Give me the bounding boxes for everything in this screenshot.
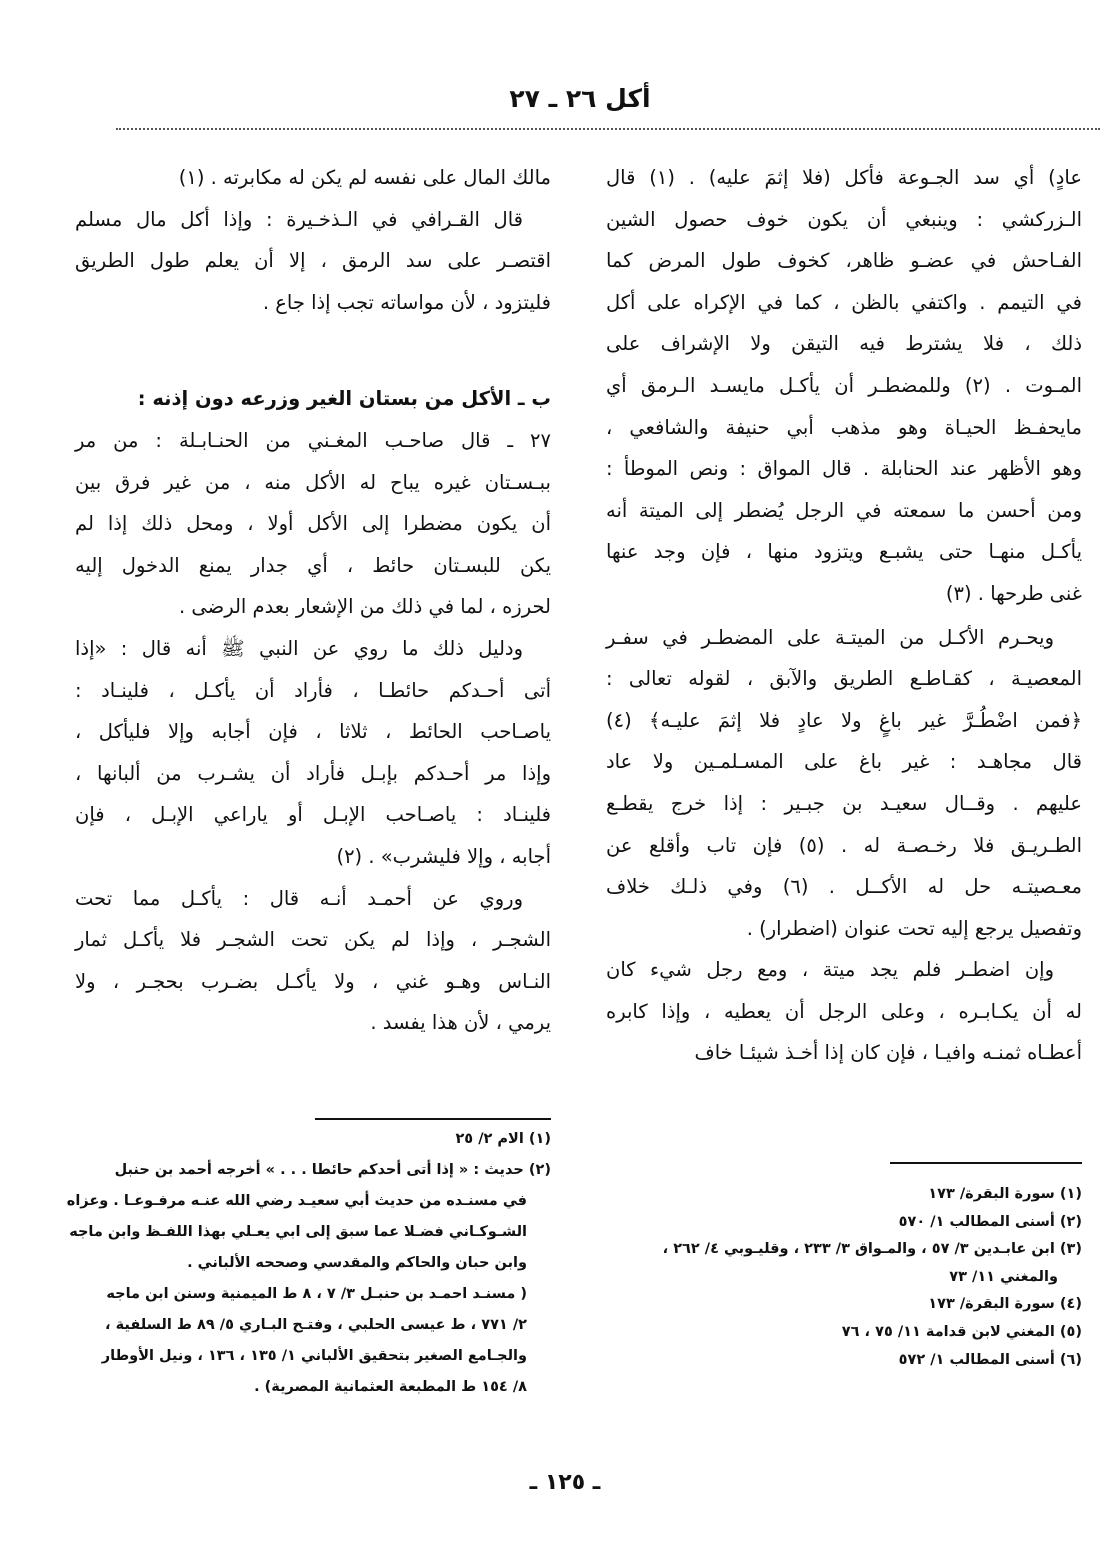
text-line: فليتزود ، لأن مواساته تجب إذا جاع . [262, 290, 551, 314]
text-line: قال القـرافي في الـذخـيرة : وإذا أكل مال مسلم [75, 207, 523, 231]
section-heading: ب ـ الأكل من بستان الغير وزرعه دون إذنه : [137, 387, 551, 411]
footnote-line: (٣) ابن عابـدين ٣/ ٥٧ ، والمـواق ٣/ ٢٣٣ ، وقليـوبي ٤/ ٢٦٢ ، [662, 1241, 1082, 1258]
text-line: مالك المال على نفسه لم يكن له مكابرته . (١) [178, 166, 551, 189]
text-line: الفـاحش في عضـو ظاهر، كخوف طول المرض كما [606, 249, 1082, 273]
footnote-line: (٤) سورة البقرة/ ١٧٣ [928, 1296, 1082, 1313]
text-line: ٢٧ ـ قال صاحـب المغـني من الحنـابـلة : من مر [75, 428, 551, 452]
text-line: النـاس وهـو غني ، ولا يأكـل بضـرب بحجـر ، ولا [75, 969, 551, 993]
footnote-line: ( مسنـد احمـد بن حنبـل ٣/ ٧ ، ٨ ط الميمنية وسنن ابن ماجه [106, 1286, 527, 1302]
page-number: ـ ١٢٥ ـ [529, 1470, 601, 1495]
running-header: أكل ٢٦ ـ ٢٧ [509, 84, 651, 113]
text-line: في التيمم . واكتفي بالظن ، كما في الإكراه على أكل [606, 290, 1082, 314]
text-line: يأكـل منهـا حتى يشبـع ويتزود منها ، فإن وجد عنها [606, 540, 1082, 564]
text-line: غنى طرحها . (٣) [945, 581, 1082, 605]
text-line: عادٍ) أي سد الجـوعة فأكل (فلا إثمَ عليه) . (١) قال [606, 166, 1082, 189]
text-line: لحرزه ، لما في ذلك من الإشعار بعدم الرضى . [179, 595, 551, 619]
text-line: أن يكون مضطرا إلى الأكل أولا ، ومحل ذلك إذا لم [75, 512, 551, 536]
text-line: ببـسـتان غيره يباح له الأكل منه ، من غير فرق بين [75, 470, 551, 494]
text-line: المـوت . (٢) وللمضطـر أن يأكـل مايسـد الـرمق أي [606, 373, 1082, 397]
text-line: أتى أحـدكم حائطـا ، فأراد أن يأكـل ، فلينـاد : [75, 678, 551, 702]
footnote-line: (٢) أسنى المطالب ١/ ٥٧٠ [898, 1213, 1082, 1230]
footnote-line: ٨/ ١٥٤ ط المطبعة العثمانية المصرية) . [254, 1379, 527, 1395]
text-line: أعطـاه ثمنـه وافيـا ، فإن كان إذا أخـذ شيئـا خاف [694, 1041, 1082, 1065]
paragraph-gap [75, 323, 551, 378]
text-line: الطـريـق فلا رخـصـة له . (٥) فإن تاب وأقلع عن [606, 833, 1082, 857]
text-line: المعصيـة ، كقـاطـع الطريق والآبق ، لقوله تعالى : [606, 667, 1082, 691]
text-line: قال مجاهـد : غير باغ على المسـلمـين ولا عاد [606, 750, 1082, 774]
text-line: ياصـاحب الحائط ، ثلاثا ، فإن أجابه وإلا فليأكل ، [75, 720, 551, 744]
footnote-line: (٥) المغني لابن قدامة ١١/ ٧٥ ، ٧٦ [841, 1323, 1082, 1340]
text-line: وهو الأظهر عند الحنابلة . قال المواق : ونص الموطأ : [606, 457, 1082, 481]
text-line: اقتصـر على سد الرمق ، إلا أن يعلم طول الطريق [75, 249, 551, 273]
right-column [606, 157, 1082, 1074]
text-line: وتفصيل يرجع إليه تحت عنوان (اضطرار) . [746, 916, 1082, 940]
text-line: الـزركشي : وينبغي أن يكون خوف حصول الشين [606, 207, 1082, 231]
left-footnotes [66, 1124, 551, 1403]
text-line: وإن اضطـر فلم يجد ميتة ، ومع رجل شيء كان [606, 958, 1054, 982]
header-dotted-rule [116, 128, 1100, 130]
footnote-line: (١) سورة البقرة/ ١٧٣ [928, 1186, 1082, 1202]
text-line: ﴿فمن اضْطُـرَّ غير باغٍ ولا عادٍ فلا إثمَ عليـه﴾ (٤) [606, 708, 1082, 732]
footnote-line: (٢) حديث : « إذا أتى أحدكم حائطا . . . » أخرجه أحمد بن حنبل [114, 1162, 551, 1178]
text-line: الشجـر ، وإذا لم يكن تحت الشجـر فلا يأكـل ثمار [75, 928, 551, 952]
text-line: يرمي ، لأن هذا يفسد . [370, 1011, 551, 1035]
right-footnotes [600, 1181, 1082, 1374]
text-line: معـصيتـه حل له الأكــل . (٦) وفي ذلـك خلاف [606, 875, 1082, 899]
footnote-line: وابن حبان والحاكم والمقدسي وصححه الألباني . [187, 1255, 527, 1271]
footnote-separator-left [315, 1118, 551, 1120]
text-line: ويحـرم الأكـل من الميتـة على المضطـر في سفـر [606, 625, 1054, 649]
footnote-line: ٢/ ٧٧١ ، ط عيسى الحلبي ، وفتـح البـاري ٥/ ٨٩ ط السلفية ، [105, 1317, 527, 1333]
text-line: مايحفـظ الحيـاة وهو مذهب أبي حنيفة والشافعي ، [606, 415, 1082, 439]
text-line: فلينـاد : ياصـاحب الإبـل أو ياراعي الإبـل ، فإن [75, 803, 551, 827]
text-line: ومن أحسن ما سمعته في الرجل يُضطر إلى الميتة أنه [606, 498, 1082, 522]
footnote-line: والمغني ١١/ ٧٣ [949, 1268, 1058, 1285]
left-column [75, 157, 551, 1044]
text-line: ذلك ، فلا يشترط فيه التيقن ولا الإشراف على [606, 332, 1082, 356]
text-line: وروي عن أحمـد أنـه قال : يأكـل مما تحت [75, 886, 523, 910]
text-line: وإذا مر أحـدكم بإبـل فأراد أن يشـرب من ألبانها ، [75, 761, 551, 785]
text-line: عليهم . وقــال سعيـد بن جبـير : إذا خرج يقطـع [606, 791, 1082, 815]
footnote-separator-right [890, 1162, 1082, 1164]
footnote-line: والجـامع الصغير بتحقيق الألباني ١/ ١٣٥ ، ١٣٦ ، ونيل الأوطار [101, 1348, 527, 1364]
text-line: يكن للبسـتان حائط ، أي جدار يمنع الدخول إليه [75, 553, 551, 577]
text-line: أجابه ، وإلا فليشرب» . (٢) [336, 844, 551, 868]
footnote-line: في مسنـده من حديث أبي سعيـد رضي الله عنـه مرفـوعـا . وعزاه [66, 1193, 527, 1209]
text-line: ودليل ذلك ما روي عن النبي ﷺ أنه قال : «إذا [75, 636, 523, 660]
text-line: له أن يكـابـره ، وعلى الرجل أن يعطيه ، وإذا كابره [606, 999, 1082, 1023]
footnote-line: (١) الام ٢/ ٢٥ [455, 1131, 551, 1147]
footnote-line: (٦) أسنى المطالب ١/ ٥٧٢ [898, 1351, 1082, 1368]
footnote-line: الشـوكـاني فضـلا عما سبق إلى ابي يعـلي بهذا اللفـظ وابن ماجه [69, 1224, 527, 1240]
